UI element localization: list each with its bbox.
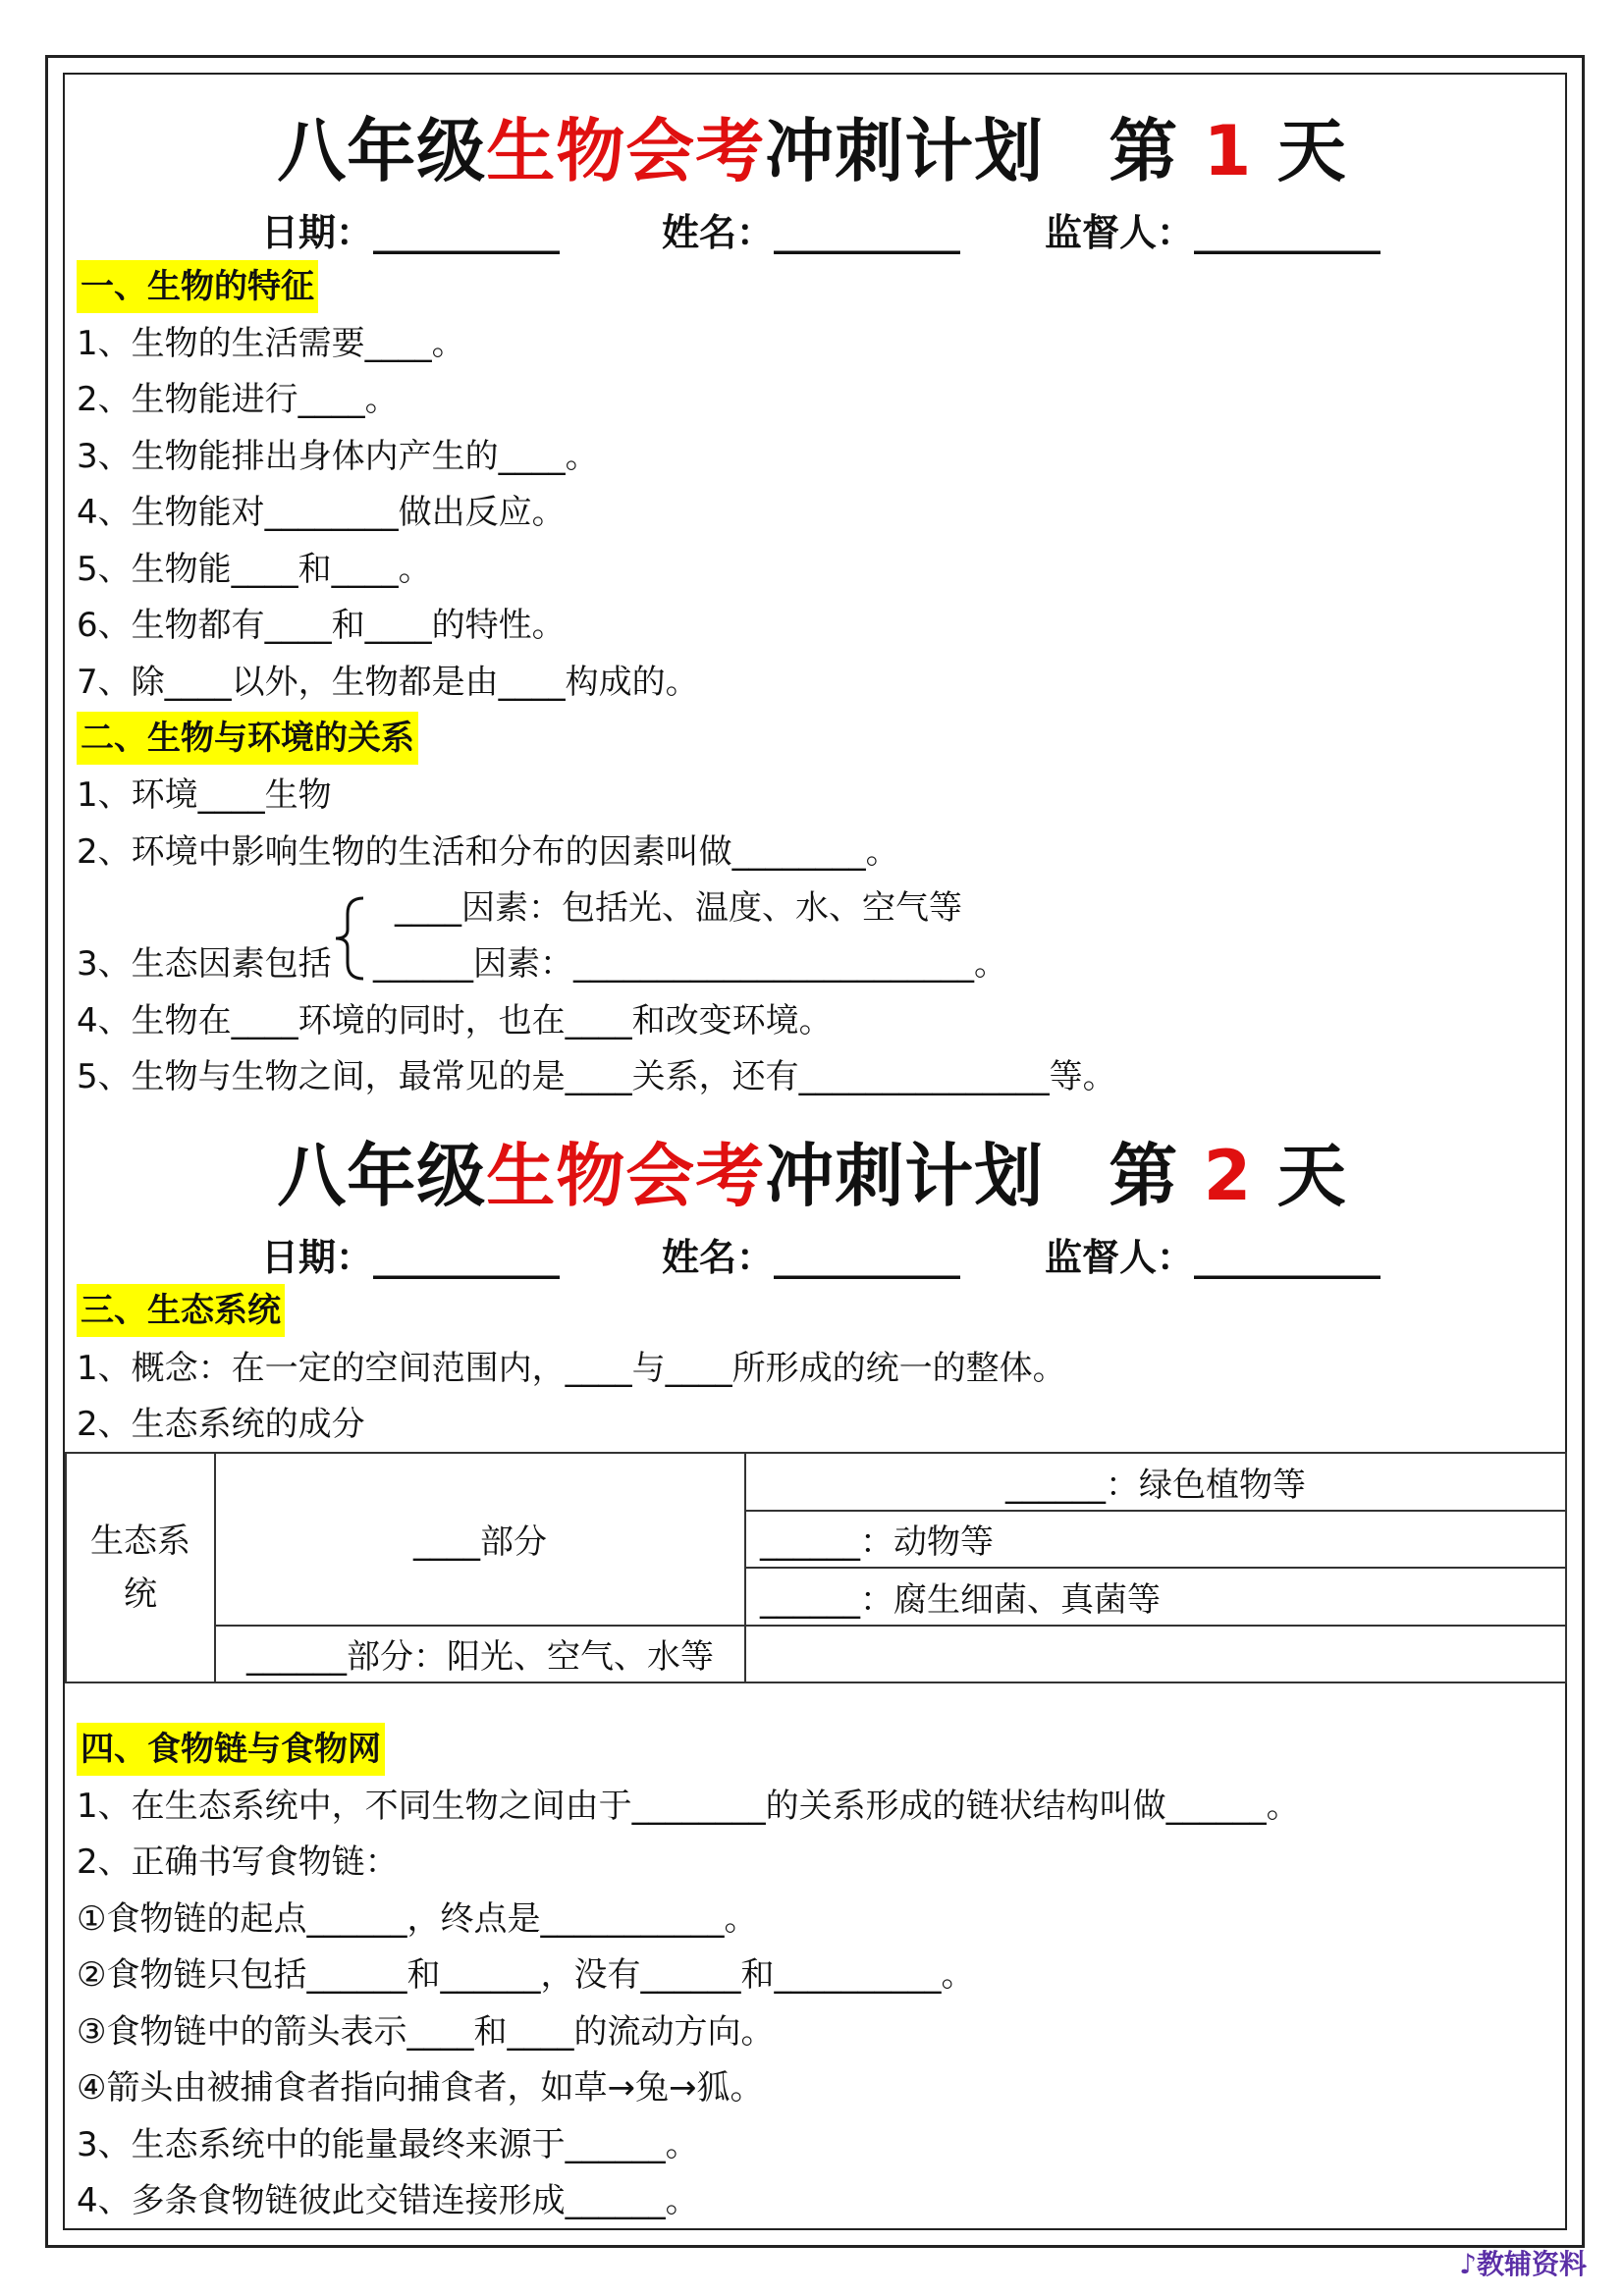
abiotic-part-cell: ______部分：阳光、空气、水等 xyxy=(215,1626,745,1683)
list-item: 2、正确书写食物链： xyxy=(77,1842,399,1882)
title-plan: 冲刺计划 xyxy=(765,111,1045,191)
list-item: 5、生物能____和____。 xyxy=(77,550,432,589)
empty-cell xyxy=(745,1626,1566,1683)
title-plan: 冲刺计划 xyxy=(765,1136,1045,1216)
list-item: ①食物链的起点______，终点是___________。 xyxy=(77,1899,758,1939)
abiotic-factor-line: ____因素：包括光、温度、水、空气等 xyxy=(395,888,962,928)
list-item: 4、生物在____环境的同时，也在____和改变环境。 xyxy=(77,1001,833,1041)
ecosystem-components-table xyxy=(65,1452,1567,1683)
list-item: ③食物链中的箭头表示____和____的流动方向。 xyxy=(77,2012,775,2052)
watermark-logo: ♪教辅资料 xyxy=(1459,2248,1587,2280)
title-prefix: 八年级 xyxy=(277,1136,487,1216)
list-item: 1、概念：在一定的空间范围内，____与____所形成的统一的整体。 xyxy=(77,1349,1066,1388)
list-item: 2、生物能进行____。 xyxy=(77,380,399,419)
name-field[interactable]: 姓名：__________ xyxy=(662,211,961,254)
list-item: 4、生物能对________做出反应。 xyxy=(77,493,566,532)
supervisor-field[interactable]: 监督人：__________ xyxy=(1045,211,1381,254)
title-day-number: 2 xyxy=(1203,1136,1253,1216)
title-day-suffix: 天 xyxy=(1252,111,1347,191)
title-prefix: 八年级 xyxy=(277,111,487,191)
section-heading-ecosystem: 三、生态系统 xyxy=(77,1284,285,1337)
consumer-cell: ______：动物等 xyxy=(745,1511,1566,1569)
brace-icon xyxy=(330,894,369,983)
title-subject: 生物会考 xyxy=(486,1136,766,1216)
day1-title xyxy=(0,96,1624,195)
title-day-suffix: 天 xyxy=(1252,1136,1347,1216)
title-day-label: 第 xyxy=(1109,1136,1204,1216)
title-subject: 生物会考 xyxy=(486,111,766,191)
list-item: 2、环境中影响生物的生活和分布的因素叫做________。 xyxy=(77,832,899,872)
date-field[interactable]: 日期：__________ xyxy=(261,211,561,254)
decomposer-cell: ______：腐生细菌、真菌等 xyxy=(745,1568,1566,1626)
section-heading-environment: 二、生物与环境的关系 xyxy=(77,712,418,765)
list-item: 7、除____以外，生物都是由____构成的。 xyxy=(77,663,699,702)
section-heading-characteristics: 一、生物的特征 xyxy=(77,260,318,313)
list-item: 4、多条食物链彼此交错连接形成______。 xyxy=(77,2181,699,2220)
list-item: ④箭头由被捕食者指向捕食者，如草→兔→狐。 xyxy=(77,2068,764,2108)
watermark-icon: ♪ xyxy=(1459,2248,1477,2280)
title-day-label: 第 xyxy=(1109,111,1204,191)
list-item: 3、生物能排出身体内产生的____。 xyxy=(77,437,599,476)
biotic-factor-line: ______因素：________________________。 xyxy=(373,944,1007,984)
producer-cell: ______：绿色植物等 xyxy=(745,1453,1566,1511)
name-field[interactable]: 姓名：__________ xyxy=(662,1236,961,1279)
list-item: 1、生物的生活需要____。 xyxy=(77,324,465,363)
day2-title xyxy=(0,1121,1624,1220)
list-item: ②食物链只包括______和______，没有______和__________。 xyxy=(77,1955,975,1995)
list-item: 6、生物都有____和____的特性。 xyxy=(77,606,566,645)
list-item: 1、环境____生物 xyxy=(77,775,332,815)
list-item: 3、生态因素包括 xyxy=(77,944,332,984)
date-field[interactable]: 日期：__________ xyxy=(261,1236,561,1279)
list-item: 1、在生态系统中，不同生物之间由于________的关系形成的链状结构叫做______。 xyxy=(77,1787,1300,1826)
section-heading-food-chain: 四、食物链与食物网 xyxy=(77,1723,385,1776)
list-item: 3、生态系统中的能量最终来源于______。 xyxy=(77,2125,699,2164)
table-root-cell: 生态系统 xyxy=(66,1453,215,1682)
supervisor-field[interactable]: 监督人：__________ xyxy=(1045,1236,1381,1279)
list-item: 2、生态系统的成分 xyxy=(77,1405,365,1444)
title-day-number: 1 xyxy=(1203,111,1253,191)
list-item: 5、生物与生物之间，最常见的是____关系，还有_______________等。 xyxy=(77,1057,1116,1096)
biotic-part-cell: ____部分 xyxy=(215,1453,745,1626)
